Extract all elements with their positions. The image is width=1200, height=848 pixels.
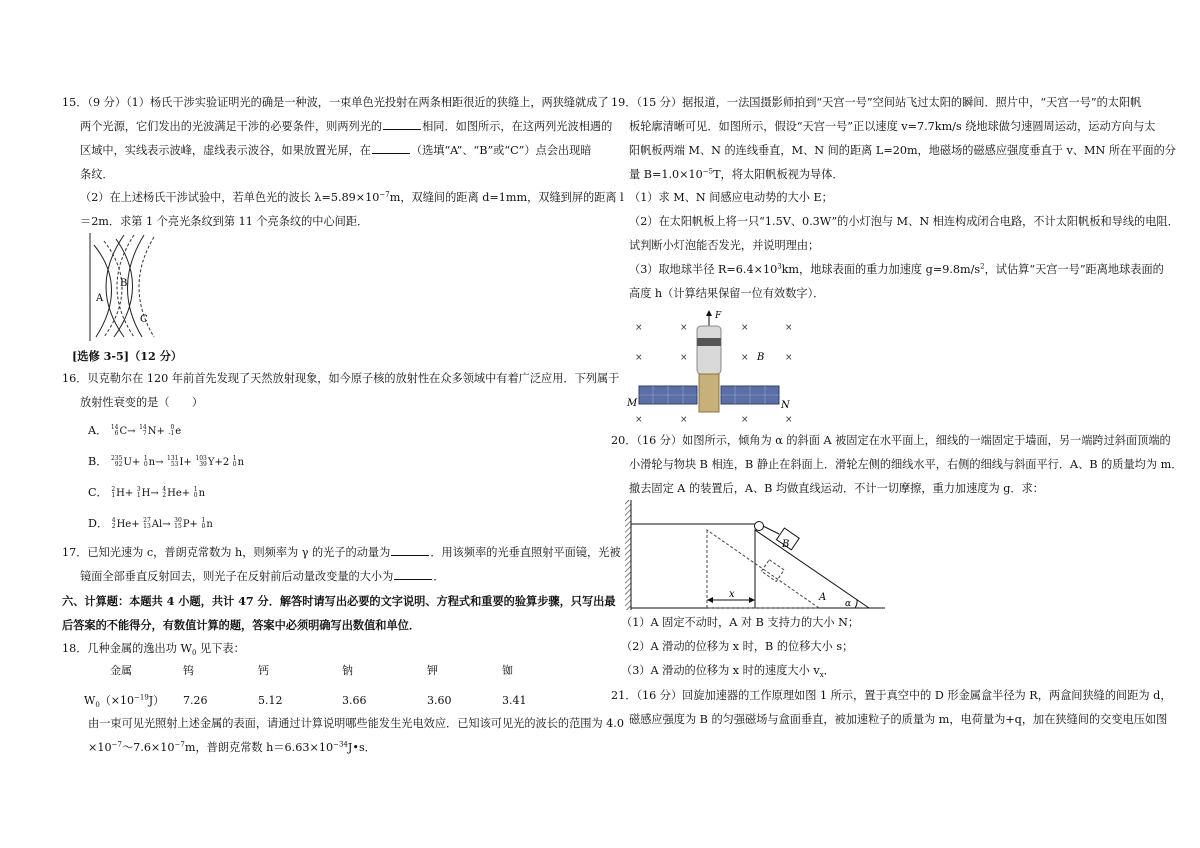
svg-text:×: × xyxy=(741,415,749,425)
force-label: F xyxy=(715,311,722,321)
svg-text:×: × xyxy=(785,323,793,333)
wave-crest xyxy=(94,245,112,337)
station-band xyxy=(697,338,721,346)
q16-line1: 16．贝克勒尔在 120 年前首先发现了天然放射现象，如今原子核的放射性在众多领域中有着广泛应用．下列属于 xyxy=(62,372,620,385)
svg-text:×: × xyxy=(635,353,643,363)
point-c-label: C xyxy=(140,314,148,325)
q20-line1: 20．（16 分）如图所示，倾角为 α 的斜面 A 被固定在水平面上，细线的一端固定于墙面，另一端跨过斜面顶端的 xyxy=(611,434,1171,447)
svg-text:×: × xyxy=(635,323,643,333)
svg-text:×: × xyxy=(680,415,688,425)
displacement-x-label: x xyxy=(729,589,735,600)
answer-blank[interactable] xyxy=(383,120,421,130)
q21-line1: 21．（16 分）回旋加速器的工作原理如图 1 所示，置于真空中的 D 形金属盒半径为 R，两盒间狭缝的间距为 d， xyxy=(611,689,1172,702)
q19-part2-cont: 试判断小灯泡能否发光，并说明理由； xyxy=(629,239,820,252)
incline-a xyxy=(755,530,869,608)
table-cell: 3.60 xyxy=(427,693,452,707)
q18-line1: 18．几种金属的逸出功 $W_0$ 见下表： xyxy=(62,642,245,658)
q19-line1: 19．（15 分）据报道，一法国摄影师拍到“天宫一号”空间站飞过太阳的瞬间．照片中，“天宫一号”的太阳帆 xyxy=(611,96,1142,109)
field-b-label: B xyxy=(757,352,765,363)
block-b-label: B xyxy=(782,539,790,550)
q15-line3: 区域中，实线表示波峰，虚线表示波谷，如果放置光屏，在 （选填“A”、“B”或“C”）点会出现暗 xyxy=(80,144,592,157)
q18-line2: 由一束可见光照射上述金属的表面，请通过计算说明哪些能发生光电效应．已知该可见光的波长的范围为 4.0 xyxy=(88,717,624,730)
q17-line1: 17．已知光速为 c，普朗克常数为 h，则频率为 γ 的光子的动量为 ．用该频率的光垂直照射平面镜，光被 xyxy=(62,546,621,559)
svg-text:×: × xyxy=(680,323,688,333)
q20-part2: （2）A 滑动的位移为 x 时，B 的位移大小 s； xyxy=(621,640,854,653)
section6-line2: 后答案的不能得分，有数值计算的题，答案中必须明确写出数值和单位． xyxy=(62,618,421,632)
q19-part3-cont: 高度 h（计算结果保留一位有效数字）． xyxy=(629,287,825,300)
table-header-cell: 钠 xyxy=(342,664,353,677)
q20-line3: 撤去固定 A 的装置后，A、B 均做直线运动．不计一切摩擦，重力加速度为 g．求： xyxy=(629,482,1044,495)
q19-line2: 板轮廓清晰可见．如图所示，假设“天宫一号”正以速度 v=7.7km/s 绕地球做匀速圆周运动，运动方向与太 xyxy=(629,120,1156,133)
point-n-label: N xyxy=(781,400,790,411)
q15-line1: 15．（9 分）（1）杨氏干涉实验证明光的确是一种波，一束单色光投射在两条相距很近的狭缝上，两狭缝就成了 xyxy=(62,96,609,109)
right-column xyxy=(611,0,1183,848)
incline-string xyxy=(763,526,779,534)
incline-a-label: A xyxy=(819,592,827,603)
table-cell: 3.66 xyxy=(342,693,367,707)
station-module xyxy=(699,374,719,412)
q16-option-b[interactable]: B． 235 92 U+ 1 0 n→ 131 53 I+ 103 39 Y+2 1 0 n xyxy=(88,455,245,468)
wave-trough xyxy=(104,241,122,337)
table-cell: 7.26 xyxy=(183,693,208,707)
q19-part3: （3）取地球半径 $R=6.4\times 10^3km$，地球表面的重力加速度 $g=9.8m/s^2$，试估算“天宫一号”距离地球表面的 xyxy=(629,262,1164,276)
svg-text:×: × xyxy=(785,353,793,363)
q19-part1: （1）求 M、N 间感应电动势的大小 E； xyxy=(629,191,833,204)
angle-arc xyxy=(855,600,857,608)
q16-option-d[interactable]: D． 4 2 He+ 27 13 Al→ 30 15 P+ 1 0 n xyxy=(88,517,213,530)
table-header-cell: 铷 xyxy=(502,664,513,677)
station-body xyxy=(697,326,721,374)
table-row xyxy=(84,681,562,711)
table-row-label: $W_0(\times 10^{-19}J)$ xyxy=(84,693,165,710)
svg-text:×: × xyxy=(680,353,688,363)
space-station-figure xyxy=(625,308,809,426)
arrowhead-right xyxy=(749,597,755,603)
svg-text:×: × xyxy=(741,353,749,363)
q15-line2: 两个光源，它们发出的光波满足干涉的必要条件，则两列光的 相同．如图所示，在这两列光波相遇的 xyxy=(80,120,613,133)
answer-blank[interactable] xyxy=(391,546,429,556)
table-header-cell: 钾 xyxy=(427,664,438,677)
force-arrowhead xyxy=(706,310,712,316)
table-header-cell: 钨 xyxy=(183,664,194,677)
work-function-table xyxy=(84,659,562,711)
point-m-label: M xyxy=(627,398,638,409)
svg-text:×: × xyxy=(741,323,749,333)
q19-line4: 量 $B=1.0\times 10^{-5}T$，将太阳帆板视为导体． xyxy=(629,167,844,181)
q19-part2: （2）在太阳帆板上将一只“1.5V、0.3W”的小灯泡与 M、N 相连构成闭合电路，不计太阳帆板和导线的电阻． xyxy=(629,215,1179,228)
q15-line4: 条纹． xyxy=(80,168,114,181)
answer-blank[interactable] xyxy=(372,144,410,154)
q16-line2: 放射性衰变的是（ ） xyxy=(80,396,204,409)
q16-option-a[interactable]: A． 14 6 C→ 14 7 N+ 0 -1 e xyxy=(88,424,182,437)
section-elective-heading: [选修 3-5]（12 分） xyxy=(72,349,183,363)
angle-alpha-label: α xyxy=(845,599,852,609)
svg-text:×: × xyxy=(635,415,643,425)
section6-line1: 六、计算题：本题共 4 小题，共计 47 分．解答时请写出必要的文字说明、方程式和重要的验算步骤，只写出最 xyxy=(62,594,616,608)
table-cell: 3.41 xyxy=(502,693,527,707)
answer-blank[interactable] xyxy=(394,570,432,580)
wall xyxy=(625,500,631,610)
q15-line5: （2）在上述杨氏干涉试验中，若单色光的波长 $\lambda=5.89\times 10^{-7}m$，双缝间的距离 d=1mm，双缝到屏的距离 l xyxy=(80,190,624,204)
arrowhead-left xyxy=(707,597,713,603)
table-header-cell: 金属 xyxy=(110,664,132,677)
q16-option-c[interactable]: C． 2 1 H+ 3 1 H→ 4 2 He+ 1 0 n xyxy=(88,486,206,499)
pulley xyxy=(755,522,764,531)
q15-line6: ＝2m．求第 1 个亮光条纹到第 11 个亮条纹的中心间距． xyxy=(80,215,369,228)
point-a-label: A xyxy=(96,293,104,304)
left-column xyxy=(62,0,624,848)
q18-line3: $\times 10^{-7}\sim 7.6\times 10^{-7}m$，普朗克常数 $h=6.63\times 10^{-34}J•s$． xyxy=(88,740,376,754)
interference-figure xyxy=(84,233,176,341)
q19-line3: 阳帆板两端 M、N 的连线垂直，M、N 间的距离 L=20m，地磁场的磁感应强度垂直于 v、MN 所在平面的分 xyxy=(629,144,1176,157)
table-header-row xyxy=(84,659,562,681)
q17-line2: 镜面全部垂直反射回去，则光子在反射前后动量改变量的大小为 ． xyxy=(80,570,445,583)
svg-text:×: × xyxy=(785,415,793,425)
table-header-cell: 钙 xyxy=(258,664,269,677)
q20-part1: （1）A 固定不动时，A 对 B 支持力的大小 N； xyxy=(621,616,860,629)
table-cell: 5.12 xyxy=(258,693,283,707)
q20-line2: 小滑轮与物块 B 相连，B 静止在斜面上．滑轮左侧的细线水平，右侧的细线与斜面平行．A、B 的质量均为 m． xyxy=(629,458,1183,471)
incline-figure xyxy=(623,500,885,612)
point-b-label: B xyxy=(120,278,128,289)
q21-line2: 磁感应强度为 B 的匀强磁场与盒面垂直，被加速粒子的质量为 m，电荷量为+q，加在狭缝间的交变电压如图 xyxy=(629,713,1168,726)
q20-part3: （3）A 滑动的位移为 x 时的速度大小 $v_x$． xyxy=(621,664,835,680)
